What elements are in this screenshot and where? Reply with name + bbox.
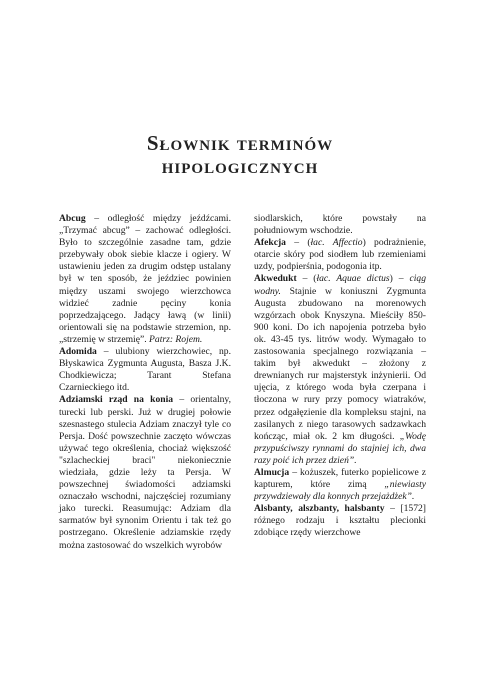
right-column — [254, 213, 426, 552]
entry-text: – ulubiony wierzchowiec, np. Błyskawica Zygmunta Augusta, Basza J.K. Chodkiewicza; Tarant Stefana Czarnieckiego itd. — [59, 346, 231, 394]
left-column — [59, 213, 231, 552]
entry-term: Abcug — [59, 213, 86, 224]
entry-term: Afekcja — [254, 237, 286, 249]
glossary-entry — [59, 394, 231, 551]
entry-text: ) podrażnienie, otarcie skóry pod siodłem lub rzemieniami uzdy, podpierśnia, podogonia itp. — [254, 237, 426, 273]
glossary-entry — [254, 213, 426, 237]
entry-text: – orientalny, turecki lub perski. Już w drugiej połowie szesnastego stulecia Adziam znaczył tyle co Persja. Dość powszechnie zaczęto wówczas używać tego określenia, chociaż większość "szlacheckiej braci" niekoniecznie wiedziała, gdzie leży ta Persja. W powszechnej świadomości adziamski oznaczało wschodni, najczęściej rozumiany jako turecki. Reasumując: Adziam dla sarmatów był synonim Orientu i tak też go postrzegano. Określenie adziamskie rzędy można zastosować do wszelkich wyrobów — [59, 394, 232, 551]
entry-text-italic: „niewiasty przywdziewały dla konnych przejażdżek”. — [254, 479, 426, 503]
glossary-entry — [254, 503, 426, 539]
entry-text: siodlarskich, które powstały na południowym wschodzie. — [254, 213, 426, 237]
glossary-entry — [254, 237, 426, 273]
entry-text-italic: łac. Aquae dictus — [316, 273, 390, 285]
page-title — [0, 132, 480, 178]
entry-term: Almucja — [254, 466, 290, 478]
entry-text: – [1572] różnego rodzaju i kształtu plecionki zdobiące rzędy wierzchowe — [254, 503, 426, 539]
entry-term: Adziamski rząd na konia — [59, 394, 174, 406]
glossary-entry — [254, 273, 426, 467]
entry-text: – odległość między jeźdźcami. „Trzymać abcug” – zachować odległości. Było to szczególnie zasadne tam, gdzie przebywały obok siebie klacze i ogiery. W ustawieniu jeden za drugim odstęp ustalany był w ten sposób, że jeździec powinien między uszami swojego wierzchowca widzieć zadnie pęciny konia poprzedzającego. Jadący ławą (w linii) orientowali się na podstawie strzemion, np. „strzemię w strzemię”. — [59, 213, 231, 345]
entry-text: – ( — [296, 273, 317, 285]
entry-text: Stajnie w koniuszni Zygmunta Augusta zbudowano na morenowych wzgórzach obok Knyszyna. Mieściły 850-900 koni. Do ich napojenia potrzeba było ok. 43-45 tys. litrów wody. Wymagało to zastosowania specjalnego rozwiązania – takim był akwedukt – złożony z drewnianych rur majsterstyk inżynierii. Od ujęcia, z którego woda była czerpana i tłoczona w rury przy pomocy wiatraków, przez odgałęzienie dla kompleksu stajni, na zasilanych z niego tarasowych sadzawkach kończąc, miał ok. 2 km długości. — [254, 285, 426, 442]
entry-text: ) – — [389, 273, 410, 285]
glossary-entry — [59, 346, 231, 394]
entry-text: – kożuszek, futerko popielicowe z kapturem, które zimą — [254, 466, 426, 491]
glossary-entry — [59, 213, 231, 346]
glossary-columns — [59, 213, 426, 552]
entry-term: Adomida — [59, 346, 97, 358]
entry-term: Alsbanty, alszbanty, halsbanty — [254, 503, 385, 515]
title-line-1: Słownik terminów — [146, 131, 334, 156]
entry-term: Akwedukt — [254, 273, 297, 285]
glossary-entry — [254, 467, 426, 503]
entry-text: – ( — [285, 237, 311, 249]
title-line-2: hipologicznych — [161, 154, 319, 179]
entry-text-italic: ciąg wodny. — [254, 273, 426, 297]
entry-text-italic: łac. Affectio — [310, 237, 363, 249]
entry-text-italic: „Wodę przypuściwszy rynnami do stajniej ich, dwa razy poić ich przez dzień”. — [254, 430, 426, 466]
entry-text-italic: Patrz: Rojem. — [149, 333, 203, 345]
